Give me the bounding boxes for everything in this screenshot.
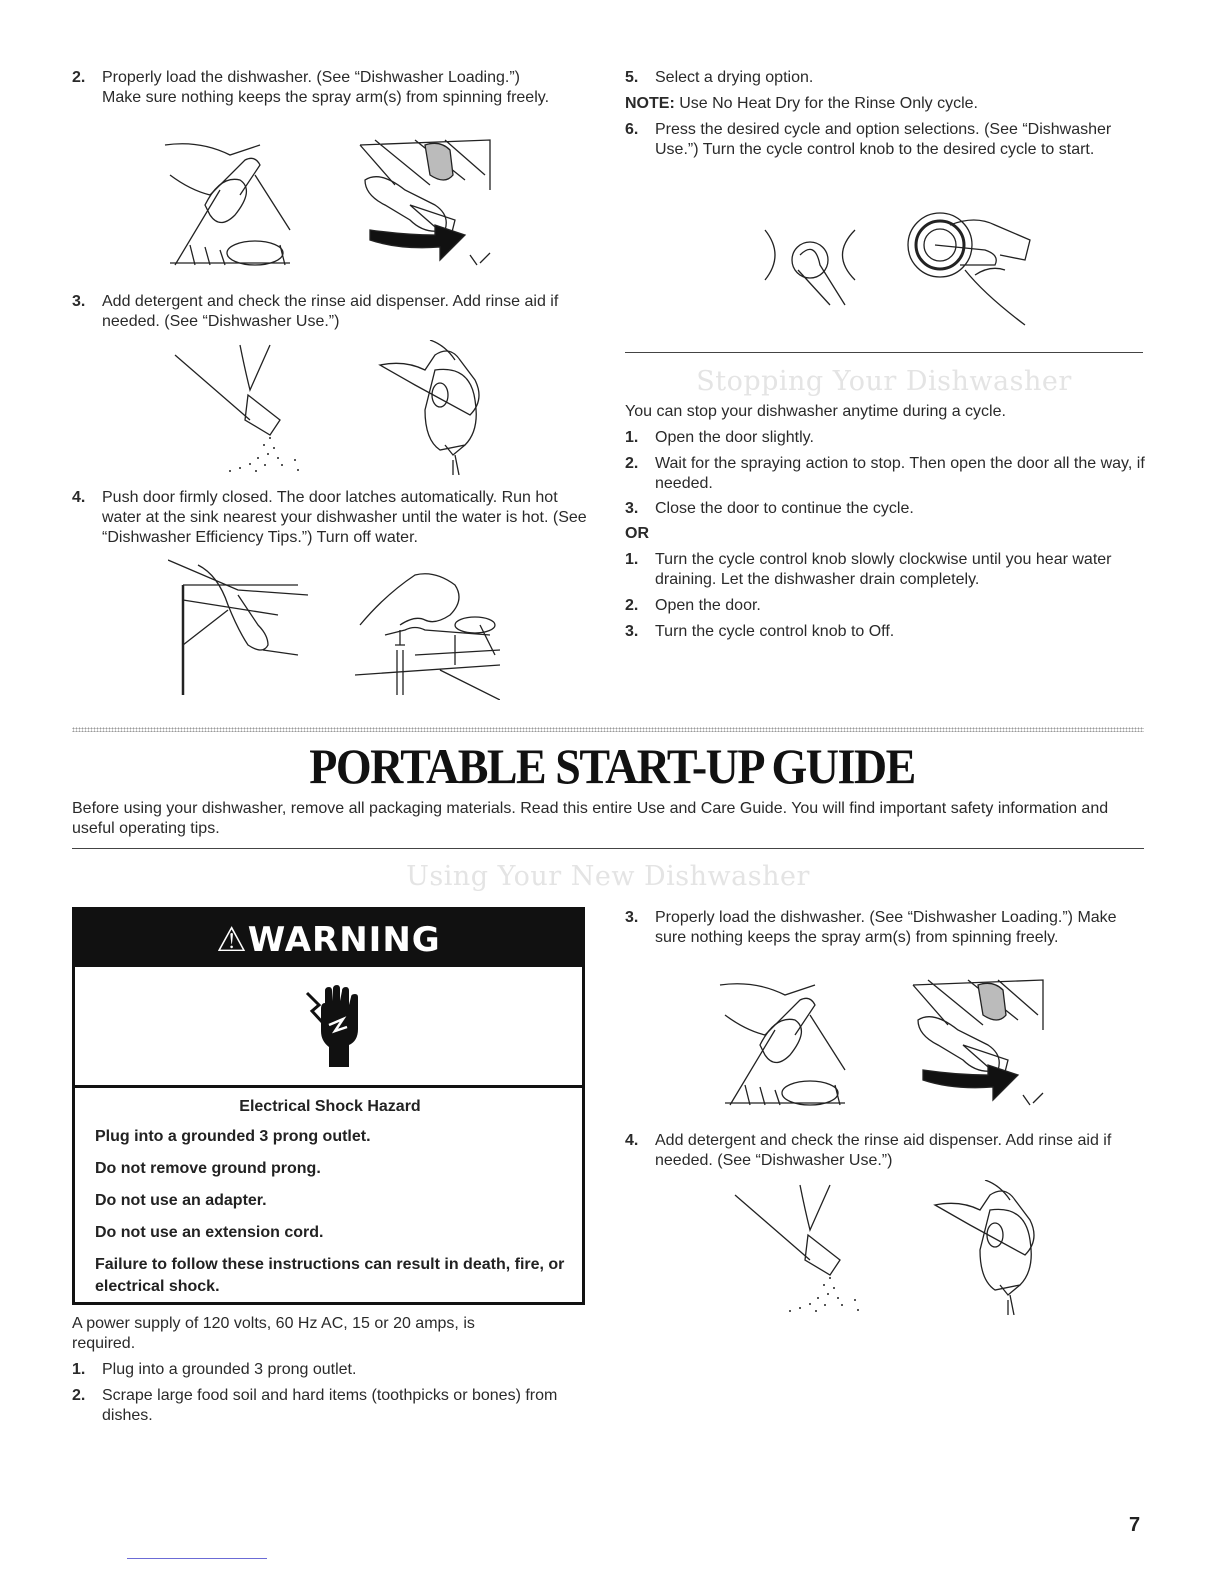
portable-intro: Before using your dishwasher, remove all packaging materials. Read this entire Use and Care Guide. You will find important safety information and useful operating tips. xyxy=(72,800,1109,837)
page-number: 7 xyxy=(1129,1514,1141,1536)
stopping-intro: You can stop your dishwasher anytime during a cycle. xyxy=(625,403,1006,420)
step-text: Wait for the spraying action to stop. Then open the door all the way, if needed. xyxy=(655,455,1145,492)
power-requirement: A power supply of 120 volts, 60 Hz AC, 15 or 20 amps, is required. xyxy=(72,1315,475,1352)
step-number: 1. xyxy=(625,551,639,568)
step-number: 3. xyxy=(72,293,86,310)
power-step-2 xyxy=(72,1386,582,1426)
illustration-loading-glass xyxy=(160,135,295,270)
note-text: Use No Heat Dry for the Rinse Only cycle. xyxy=(674,95,978,112)
stopping-heading: Stopping Your Dishwasher xyxy=(696,366,1072,397)
step-text: Turn the cycle control knob slowly clockwise until you hear water draining. Let the dishwasher drain completely. xyxy=(655,551,1112,588)
using-heading: Using Your New Dishwasher xyxy=(406,861,810,892)
warning-body xyxy=(95,1088,565,1308)
step-text: Scrape large food soil and hard items (toothpicks or bones) from dishes. xyxy=(102,1387,558,1424)
step-number: 2. xyxy=(625,455,639,472)
drain-step-3 xyxy=(625,622,1145,642)
drain-step-1 xyxy=(625,550,1145,590)
illustration-turn-knob xyxy=(905,205,1035,330)
step-number: 4. xyxy=(72,489,86,506)
warning-line: Failure to follow these instructions can result in death, fire, or electrical shock. xyxy=(95,1256,565,1295)
or-label: OR xyxy=(625,525,649,542)
step-text: Open the door. xyxy=(655,597,761,614)
step-number: 3. xyxy=(625,500,639,517)
step-number: 4. xyxy=(625,1132,639,1149)
warning-icon-area xyxy=(75,967,582,1088)
step-5-drying xyxy=(625,68,1145,88)
step-2-load xyxy=(72,68,562,108)
step-number: 2. xyxy=(72,1387,86,1404)
dotted-separator xyxy=(72,727,1144,732)
step-text: Plug into a grounded 3 prong outlet. xyxy=(102,1361,357,1378)
portable-step-4-detergent xyxy=(625,1131,1135,1171)
stop-step-2 xyxy=(625,454,1145,494)
illustration-spray-arm xyxy=(355,135,495,275)
warning-line: Do not use an adapter. xyxy=(95,1192,267,1209)
step-text: Add detergent and check the rinse aid dispenser. Add rinse aid if needed. (See “Dishwasher Use.”) xyxy=(102,293,559,330)
illustration-rinse-aid-bottle xyxy=(375,340,490,475)
step-text: Push door firmly closed. The door latches automatically. Run hot water at the sink nearest your dishwasher until the water is hot. (See “Dishwasher Efficiency Tips.”) Turn off water. xyxy=(102,489,587,546)
section-divider xyxy=(625,352,1143,353)
portable-step-3-load xyxy=(625,908,1135,948)
step-4-door xyxy=(72,488,592,548)
note-label: NOTE: xyxy=(625,95,675,112)
warning-header: ⚠WARNING xyxy=(75,910,582,967)
warning-line: Do not use an extension cord. xyxy=(95,1224,324,1241)
step-text: Turn the cycle control knob to Off. xyxy=(655,623,895,640)
stop-step-3 xyxy=(625,499,1145,519)
illustration-detergent-pour xyxy=(170,340,310,475)
step-number: 1. xyxy=(72,1361,86,1378)
step-number: 5. xyxy=(625,69,639,86)
illustration-spray-arm xyxy=(908,975,1048,1115)
warning-line: Plug into a grounded 3 prong outlet. xyxy=(95,1128,371,1145)
step-text: Open the door slightly. xyxy=(655,429,814,446)
page-title: PORTABLE START-UP GUIDE xyxy=(309,738,915,795)
step-3-detergent xyxy=(72,292,582,332)
step-number: 2. xyxy=(72,69,86,86)
step-number: 3. xyxy=(625,909,639,926)
section-divider xyxy=(72,848,1144,849)
note-line xyxy=(625,94,1145,114)
step-text: Add detergent and check the rinse aid dispenser. Add rinse aid if needed. (See “Dishwasher Use.”) xyxy=(655,1132,1112,1169)
stop-step-1 xyxy=(625,428,1145,448)
step-text: Select a drying option. xyxy=(655,69,814,86)
warning-box xyxy=(72,907,585,1305)
power-step-1 xyxy=(72,1360,582,1380)
step-text: Close the door to continue the cycle. xyxy=(655,500,914,517)
illustration-press-button xyxy=(760,225,870,310)
step-text: Properly load the dishwasher. (See “Dishwasher Loading.”) Make sure nothing keeps the spray arm(s) from spinning freely. xyxy=(102,69,550,106)
warning-line: Do not remove ground prong. xyxy=(95,1160,321,1177)
electrical-shock-icon xyxy=(303,985,363,1067)
drain-step-2 xyxy=(625,596,1145,616)
illustration-faucet xyxy=(355,565,500,700)
step-text: Properly load the dishwasher. (See “Dishwasher Loading.”) Make sure nothing keeps the spray arm(s) from spinning freely. xyxy=(655,909,1117,946)
illustration-rinse-aid-bottle xyxy=(930,1180,1045,1315)
step-number: 2. xyxy=(625,597,639,614)
footer-underline xyxy=(127,1558,267,1559)
illustration-detergent-pour xyxy=(730,1180,870,1315)
illustration-close-door xyxy=(168,555,313,695)
illustration-loading-glass xyxy=(715,975,850,1110)
step-number: 6. xyxy=(625,121,639,138)
step-6-cycle xyxy=(625,120,1145,160)
step-number: 3. xyxy=(625,623,639,640)
step-text: Press the desired cycle and option selections. (See “Dishwasher Use.”) Turn the cycle control knob to the desired cycle to start. xyxy=(655,121,1112,158)
step-number: 1. xyxy=(625,429,639,446)
hazard-title: Electrical Shock Hazard xyxy=(239,1098,421,1115)
